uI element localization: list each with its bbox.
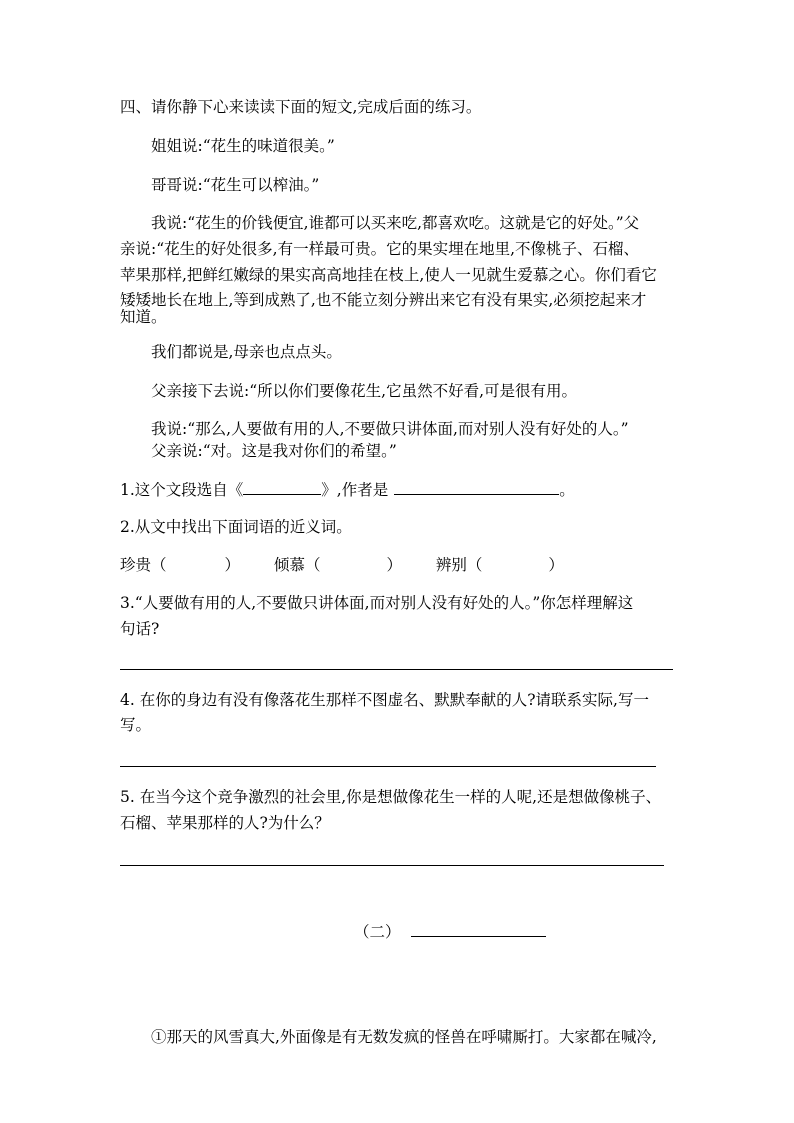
passage-line-brother: 哥哥说:“花生可以榨油。” [151,176,320,194]
part-two-heading [354,922,546,942]
q5-answer-line[interactable] [120,865,664,866]
question-4-line-2: 写。 [120,716,152,734]
q2-paren-close: ） [548,556,564,574]
q2-word-2: 倾慕 [273,556,305,574]
question-3-line-1: 3.“人要做有用的人,不要做只讲体面,而对别人没有好处的人。”你怎样理解这 [120,594,634,612]
q1-prefix: 1.这个文段选自《 [120,481,244,499]
passage-line: 我说:“那么,人要做有用的人,不要做只讲体面,而对别人没有好处的人。” [151,420,629,438]
passage-line: 父亲接下去说:“所以你们要像花生,它虽然不好看,可是很有用。 [151,382,578,400]
question-5-line-2: 石榴、苹果那样的人?为什么？ [120,814,330,832]
question-5-line-1: 5. 在当今这个竞争激烈的社会里,你是想做像花生一样的人呢,还是想做像桃子、 [120,788,662,806]
passage-two-line-1: ①那天的风雪真大,外面像是有无数发疯的怪兽在呼啸厮打。大家都在喊冷, [151,1028,657,1046]
passage-line: 我说:“花生的价钱便宜,谁都可以买来吃,都喜欢吃。这就是它的好处。”父 [151,214,640,232]
q1-book-blank[interactable] [243,480,321,495]
q1-middle: 》,作者是 [321,481,389,499]
q1-suffix: 。 [559,481,575,499]
q3-answer-line[interactable] [120,669,673,670]
part-two-title-blank[interactable] [411,922,546,937]
passage-line: 矮矮地长在地上,等到成熟了,也不能立刻分辨出来它有没有果实,必须挖起来才 [120,291,647,309]
question-2: 2.从文中找出下面词语的近义词。 [120,518,352,536]
part-two-label: （二） [354,923,401,941]
passage-line: 苹果那样,把鲜红嫩绿的果实高高地挂在枝上,使人一见就生爱慕之心。你们看它 [120,266,657,284]
q2-paren-open: （ [151,556,167,574]
q1-author-blank[interactable] [394,480,559,495]
q2-word-3: 辨别 [435,556,467,574]
passage-line: 亲说:“花生的好处很多,有一样最可贵。它的果实埋在地里,不像桃子、石榴、 [120,240,640,258]
q2-paren-open: （ [304,556,321,574]
passage-line: 我们都说是,母亲也点点头。 [151,343,342,361]
section-heading: 四、请你静下心来读读下面的短文,完成后面的练习。 [120,98,482,116]
passage-line-sister: 姐姐说:“花生的味道很美。” [151,137,335,155]
q2-word-1: 珍贵 [120,556,152,574]
question-3-line-2: 句话? [120,620,160,638]
q2-paren-close: ） [224,556,241,574]
question-1 [120,480,575,500]
q2-synonym-row [120,555,564,575]
passage-line: 父亲说:“对。这是我对你们的希望。” [151,442,397,460]
q2-paren-close: ） [386,556,402,574]
passage-line: 知道。 [120,308,167,326]
question-4-line-1: 4. 在你的身边有没有像落花生那样不图虚名、默默奉献的人?请联系实际,写一 [120,691,649,709]
q2-paren-open: （ [466,556,483,574]
q4-answer-line[interactable] [120,766,656,767]
